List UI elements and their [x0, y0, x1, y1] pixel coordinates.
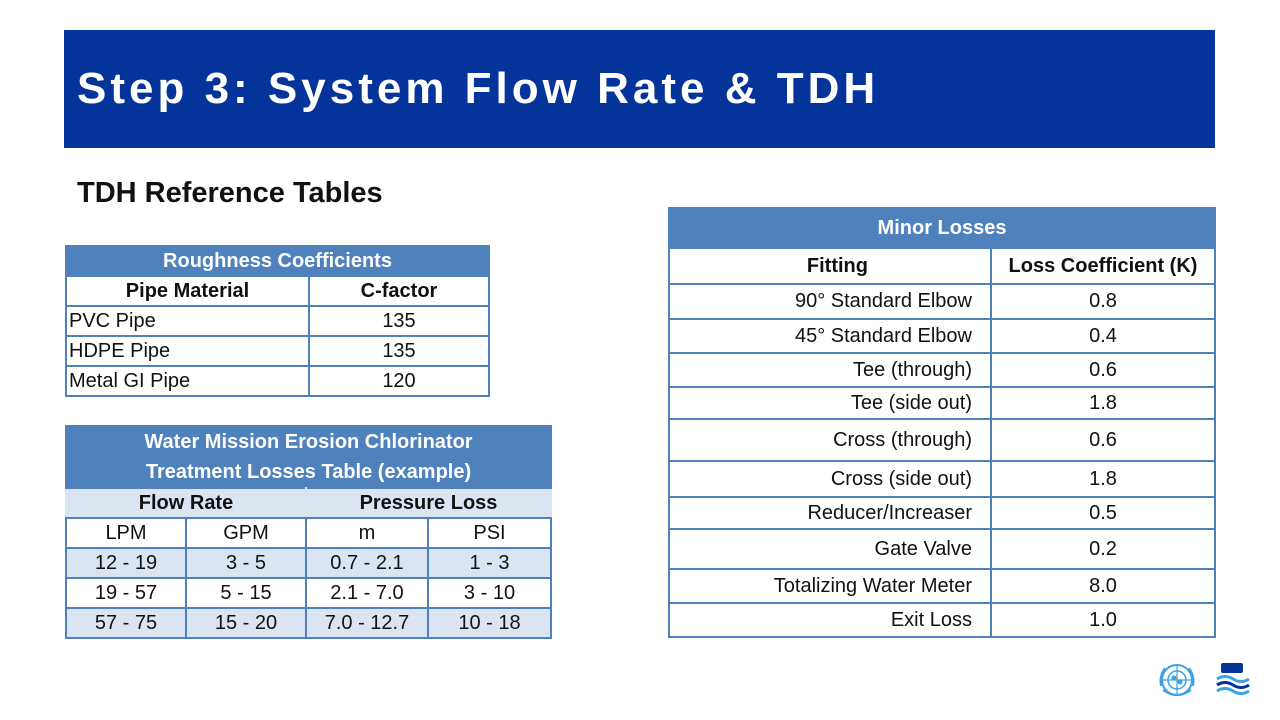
col-header-m: m — [306, 518, 428, 548]
c-factor-cell: 120 — [309, 366, 489, 396]
lpm-cell: 57 - 75 — [66, 608, 186, 638]
k-cell: 0.6 — [991, 419, 1215, 461]
chlorinator-title-line1: Water Mission Erosion Chlorinator — [144, 431, 473, 453]
fitting-cell: Cross (side out) — [669, 461, 991, 497]
k-cell: 1.8 — [991, 387, 1215, 419]
unicef-logo-icon — [1157, 660, 1197, 700]
lpm-cell: 12 - 19 — [66, 548, 186, 578]
table-row — [669, 461, 1215, 497]
k-cell: 0.5 — [991, 497, 1215, 529]
table-row — [66, 366, 489, 396]
gpm-cell: 15 - 20 — [186, 608, 306, 638]
pipe-material-cell: PVC Pipe — [66, 306, 309, 336]
col-header-gpm: GPM — [186, 518, 306, 548]
k-cell: 0.4 — [991, 319, 1215, 353]
water-mission-logo-icon — [1215, 661, 1251, 697]
gpm-cell: 3 - 5 — [186, 548, 306, 578]
fitting-cell: Totalizing Water Meter — [669, 569, 991, 603]
table-row — [669, 419, 1215, 461]
c-factor-cell: 135 — [309, 306, 489, 336]
col-header-lpm: LPM — [66, 518, 186, 548]
table-row — [669, 387, 1215, 419]
table-row — [669, 603, 1215, 637]
minor-losses-table — [668, 207, 1216, 638]
fitting-cell: 45° Standard Elbow — [669, 319, 991, 353]
col-header-loss-coefficient: Loss Coefficient (K) — [991, 248, 1215, 284]
table-row — [66, 548, 551, 578]
c-factor-cell: 135 — [309, 336, 489, 366]
k-cell: 1.8 — [991, 461, 1215, 497]
col-group-flow-rate: Flow Rate — [66, 488, 306, 518]
fitting-cell: 90° Standard Elbow — [669, 284, 991, 319]
k-cell: 0.6 — [991, 353, 1215, 387]
table-row — [66, 306, 489, 336]
k-cell: 1.0 — [991, 603, 1215, 637]
chlorinator-title-line2: Treatment Losses Table (example) — [145, 461, 472, 483]
roughness-table-title: Roughness Coefficients — [66, 246, 489, 276]
fitting-cell: Exit Loss — [669, 603, 991, 637]
col-header-psi: PSI — [428, 518, 551, 548]
pipe-material-cell: Metal GI Pipe — [66, 366, 309, 396]
roughness-coefficients-table — [65, 245, 490, 397]
table-row — [669, 353, 1215, 387]
chlorinator-table-title — [66, 426, 551, 488]
gpm-cell: 5 - 15 — [186, 578, 306, 608]
k-cell: 0.2 — [991, 529, 1215, 569]
m-cell: 0.7 - 2.1 — [306, 548, 428, 578]
col-header-pipe-material: Pipe Material — [66, 276, 309, 306]
chlorinator-losses-table — [65, 425, 552, 639]
section-subtitle: TDH Reference Tables — [77, 177, 383, 209]
col-group-pressure-loss: Pressure Loss — [306, 488, 551, 518]
fitting-cell: Cross (through) — [669, 419, 991, 461]
table-row — [669, 497, 1215, 529]
fitting-cell: Gate Valve — [669, 529, 991, 569]
k-cell: 8.0 — [991, 569, 1215, 603]
psi-cell: 1 - 3 — [428, 548, 551, 578]
col-header-fitting: Fitting — [669, 248, 991, 284]
k-cell: 0.8 — [991, 284, 1215, 319]
table-row — [66, 608, 551, 638]
fitting-cell: Tee (side out) — [669, 387, 991, 419]
minor-losses-title: Minor Losses — [669, 208, 1215, 248]
lpm-cell: 19 - 57 — [66, 578, 186, 608]
m-cell: 2.1 - 7.0 — [306, 578, 428, 608]
slide-title: Step 3: System Flow Rate & TDH — [77, 64, 880, 113]
col-header-c-factor: C-factor — [309, 276, 489, 306]
title-bar — [64, 30, 1215, 148]
table-row — [669, 569, 1215, 603]
table-row — [669, 529, 1215, 569]
table-row — [66, 578, 551, 608]
table-row — [669, 319, 1215, 353]
table-row — [669, 284, 1215, 319]
pipe-material-cell: HDPE Pipe — [66, 336, 309, 366]
fitting-cell: Tee (through) — [669, 353, 991, 387]
table-row — [66, 336, 489, 366]
psi-cell: 3 - 10 — [428, 578, 551, 608]
fitting-cell: Reducer/Increaser — [669, 497, 991, 529]
m-cell: 7.0 - 12.7 — [306, 608, 428, 638]
psi-cell: 10 - 18 — [428, 608, 551, 638]
